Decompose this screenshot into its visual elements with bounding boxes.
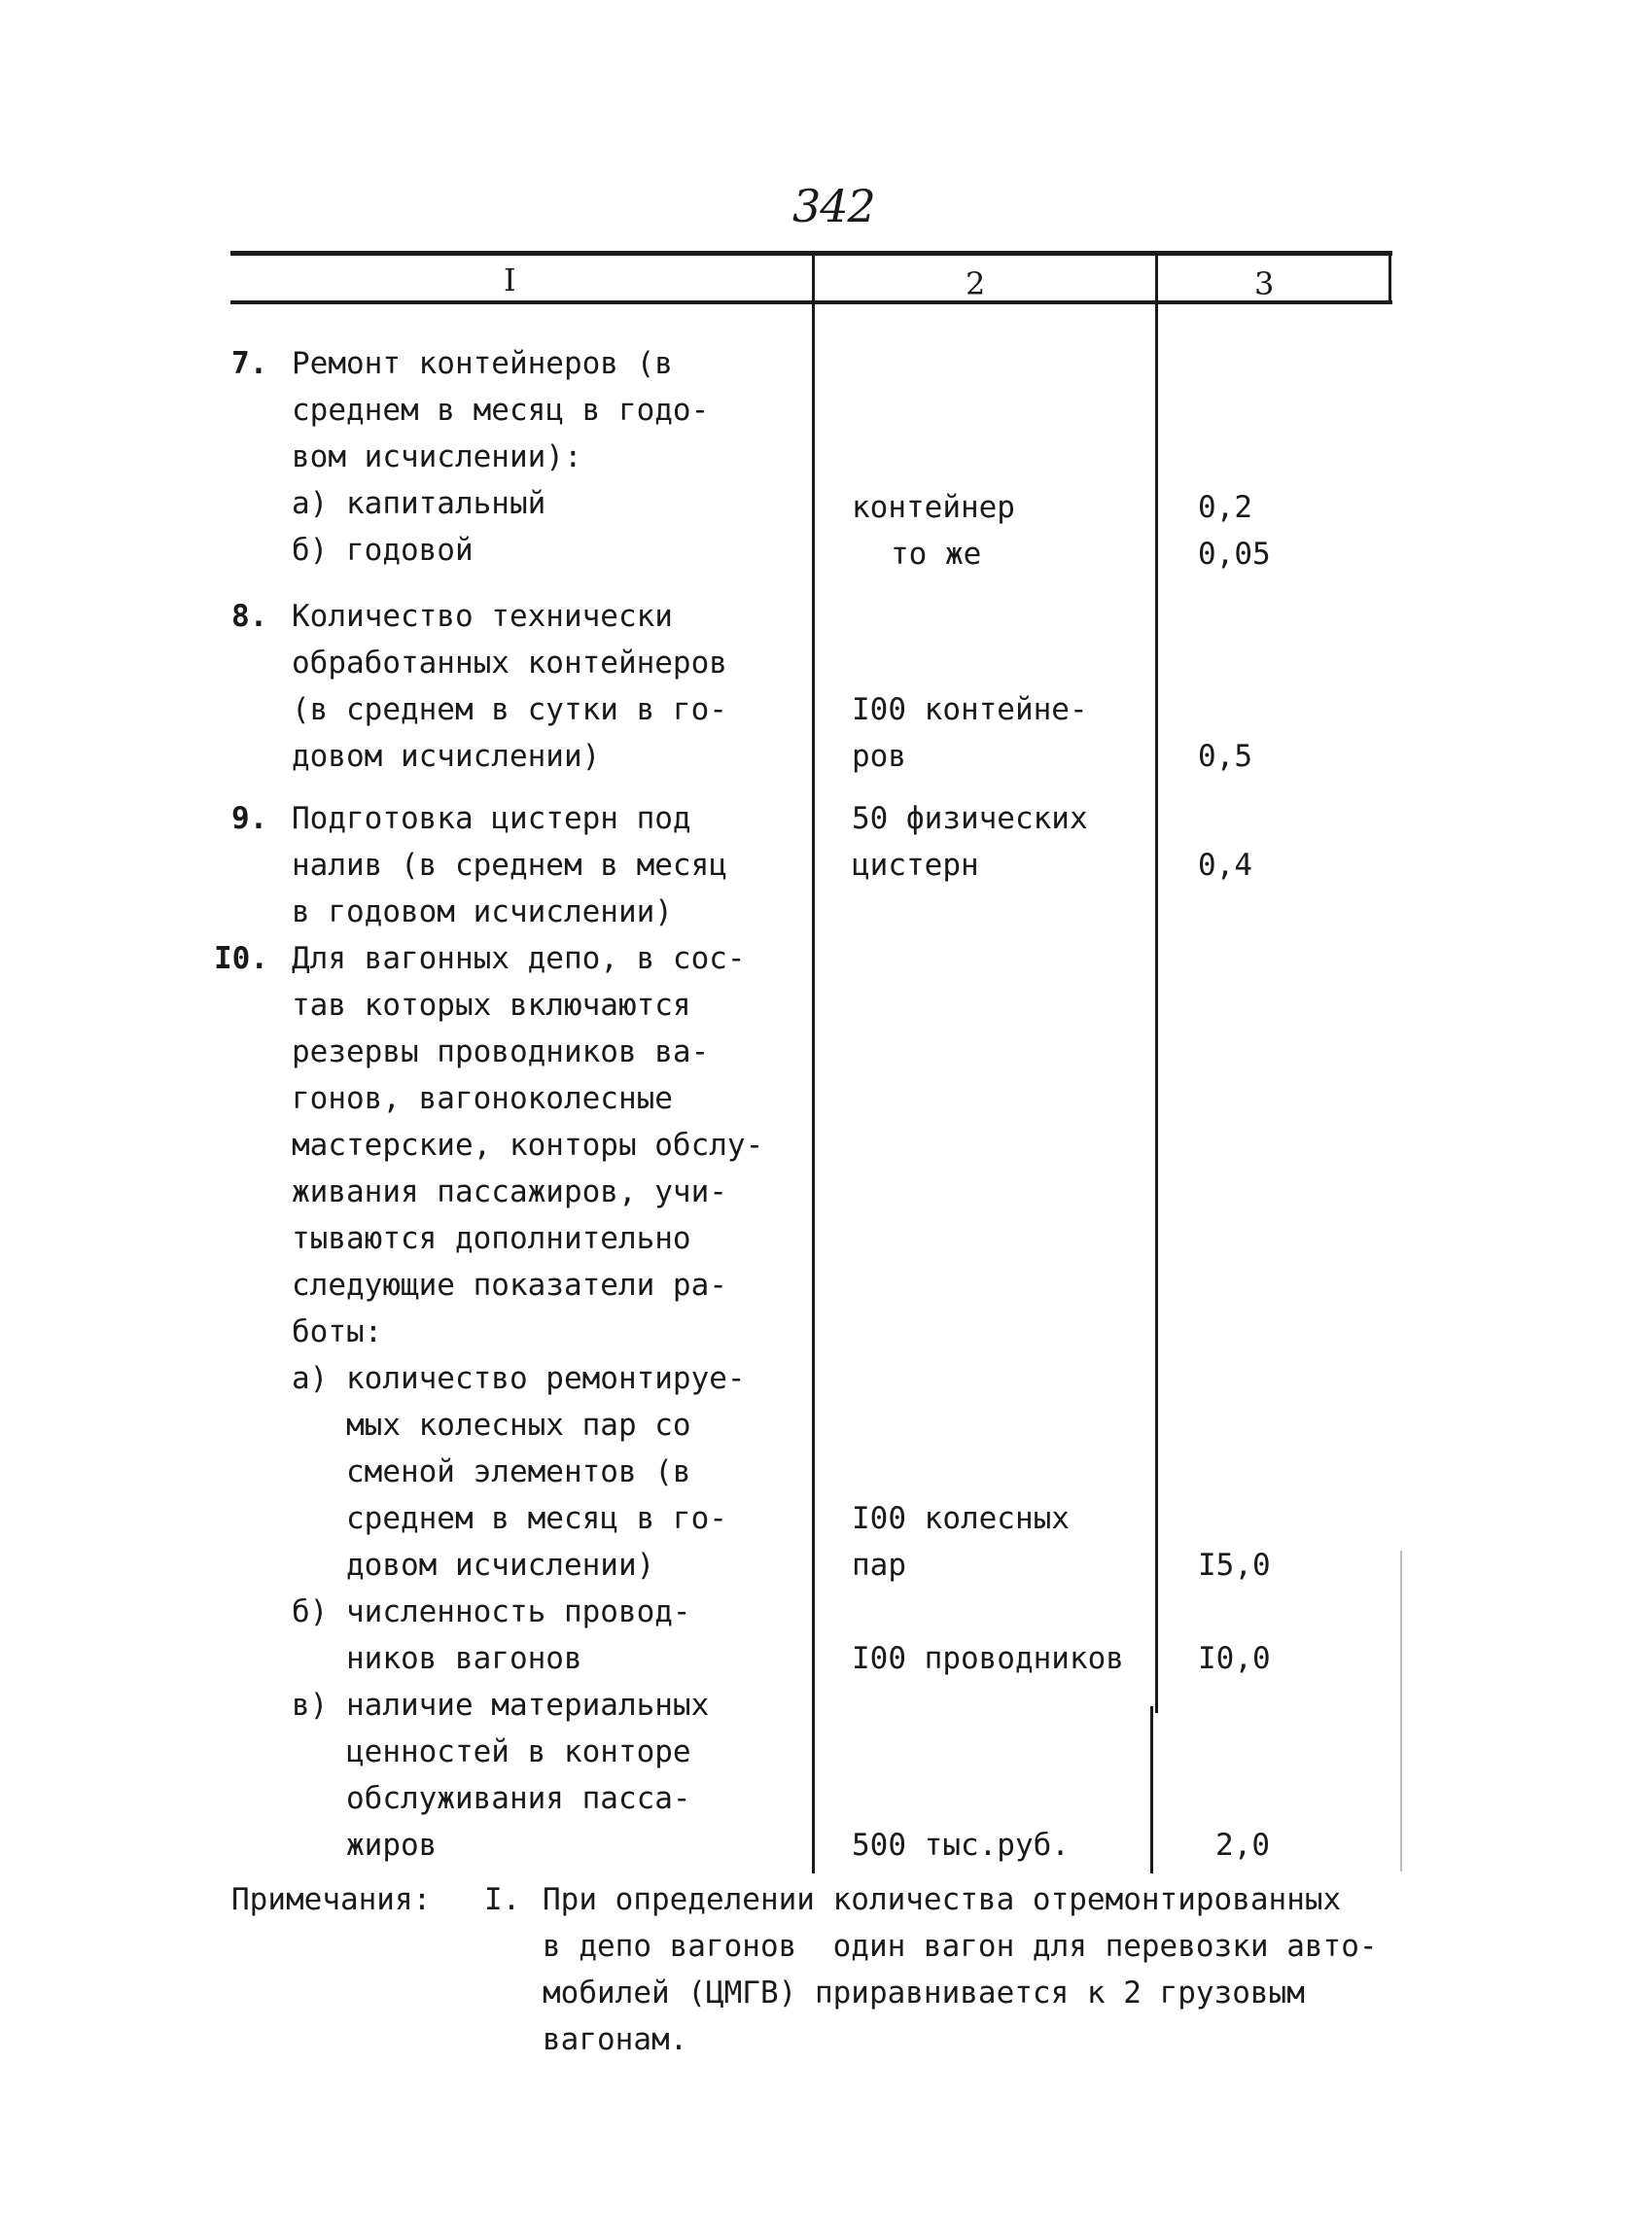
item-9-unit: цистерн [852, 848, 979, 883]
item-10c-line: ценностей в конторе [292, 1734, 691, 1769]
item-10c-line: жиров [292, 1828, 438, 1863]
notes-label: Примечания: [231, 1882, 432, 1917]
item-7-line: Ремонт контейнеров (в [292, 346, 673, 381]
item-10a-unit: I00 колесных [852, 1501, 1070, 1536]
right-edge-mark [1400, 1551, 1402, 1871]
item-9-line: налив (в среднем в месяц [292, 848, 727, 883]
item-10-line: Для вагонных депо, в сос- [292, 941, 746, 976]
item-9-unit: 50 физических [852, 801, 1088, 836]
item-7a-text: а) капитальный [292, 486, 546, 521]
item-10a-unit: пар [852, 1548, 906, 1583]
item-7-line: вом исчислении): [292, 439, 582, 474]
item-10c-value: 2,0 [1215, 1828, 1270, 1863]
item-7b-unit: то же [891, 537, 982, 572]
item-10b-value: I0,0 [1198, 1641, 1271, 1676]
item-8-label: 8. [231, 599, 268, 634]
item-8-line: довом исчислении) [292, 739, 601, 774]
item-7a-unit: контейнер [852, 490, 1015, 525]
item-10c-unit: 500 тыс.руб. [852, 1828, 1070, 1863]
header-col-2: 2 [966, 265, 986, 302]
item-7b-text: б) годовой [292, 533, 474, 568]
item-10c-line: в) наличие материальных [292, 1688, 710, 1723]
item-9-label: 9. [231, 801, 268, 836]
page-number: 342 [792, 180, 875, 232]
item-10b-line: ников вагонов [292, 1641, 582, 1676]
column-divider-2b [1150, 1706, 1153, 1873]
item-8-line: обработанных контейнеров [292, 646, 727, 681]
item-7-label: 7. [231, 346, 268, 381]
item-10a-value: I5,0 [1198, 1548, 1271, 1583]
item-10a-line: а) количество ремонтируе- [292, 1361, 746, 1396]
item-8-line: Количество технически [292, 599, 673, 634]
item-10a-line: довом исчислении) [292, 1548, 655, 1583]
item-10-line: следующие показатели ра- [292, 1268, 727, 1303]
item-8-value: 0,5 [1198, 739, 1252, 774]
item-10b-line: б) численность провод- [292, 1594, 691, 1629]
notes-line: в депо вагонов один вагон для перевозки авто- [543, 1929, 1378, 1964]
item-10a-line: среднем в месяц в го- [292, 1501, 727, 1536]
item-10a-line: сменой элементов (в [292, 1454, 691, 1489]
item-10-line: тываются дополнительно [292, 1221, 691, 1256]
header-col-3: 3 [1254, 265, 1275, 302]
notes-line: мобилей (ЦМГВ) приравнивается к 2 грузовым [543, 1976, 1305, 2011]
item-10-label: I0. [214, 941, 268, 976]
item-7a-value: 0,2 [1198, 490, 1252, 525]
column-divider-1 [812, 255, 815, 1873]
item-10b-unit: I00 проводников [852, 1641, 1124, 1676]
column-divider-3 [1388, 255, 1391, 303]
header-col-1: I [504, 262, 516, 298]
item-7-line: среднем в месяц в годо- [292, 393, 710, 428]
item-9-line: в годовом исчислении) [292, 894, 673, 929]
item-9-value: 0,4 [1198, 848, 1252, 883]
item-10c-line: обслуживания пасса- [292, 1781, 691, 1816]
item-10-line: боты: [292, 1314, 383, 1349]
notes-number: I. [484, 1882, 521, 1917]
item-8-line: (в среднем в сутки в го- [292, 692, 727, 727]
item-10-line: гонов, вагоноколесные [292, 1081, 673, 1116]
item-9-line: Подготовка цистерн под [292, 801, 691, 836]
item-10-line: резервы проводников ва- [292, 1034, 710, 1069]
item-7b-value: 0,05 [1198, 537, 1271, 572]
item-10-line: живания пассажиров, учи- [292, 1174, 727, 1209]
item-10-line: тав которых включаются [292, 988, 691, 1023]
notes-line: вагонам. [543, 2022, 688, 2057]
notes-line: При определении количества отремонтированных [543, 1882, 1342, 1917]
column-divider-2 [1155, 255, 1158, 1713]
item-8-unit: ров [852, 739, 906, 774]
item-10-line: мастерские, конторы обслу- [292, 1128, 764, 1163]
item-10a-line: мых колесных пар со [292, 1408, 691, 1443]
item-8-unit: I00 контейне- [852, 692, 1088, 727]
